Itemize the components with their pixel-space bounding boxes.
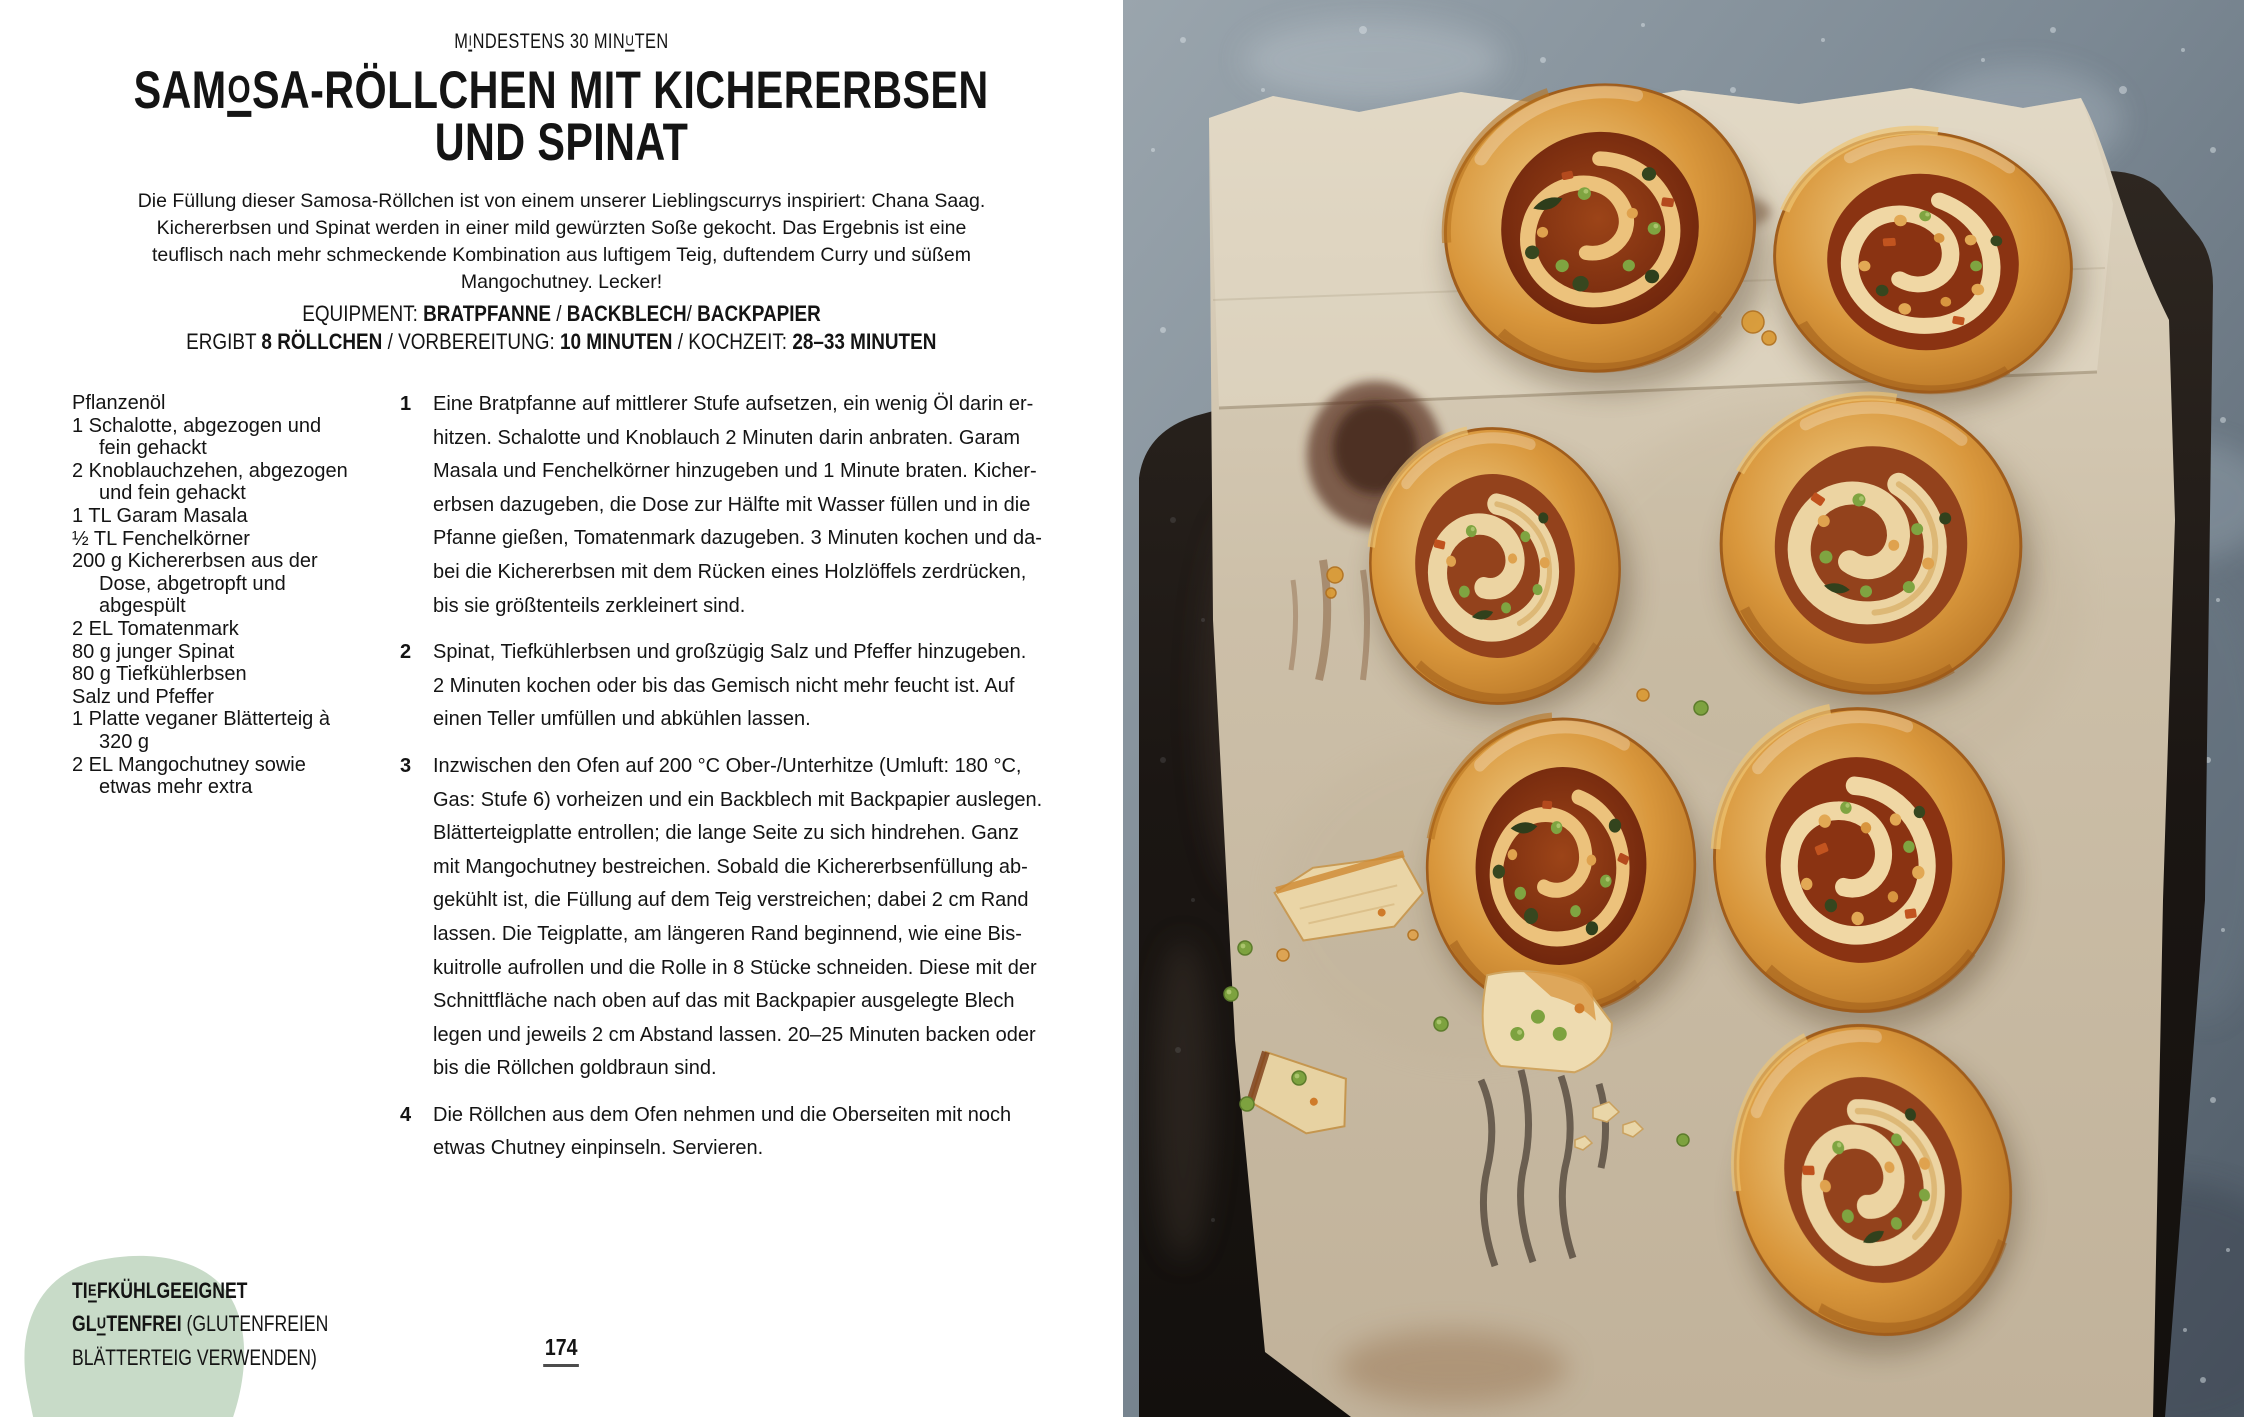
text-line: Pflanzenöl (72, 392, 166, 414)
text-line: 1 TL Garam Masala (72, 504, 248, 527)
text-segment: KOCHZEIT: (688, 329, 793, 354)
yield-prep-cook-line (0, 329, 1123, 355)
text-line: mit Mangochutney bestreichen. Sobald die Kichererbsenfüllung ab- (433, 855, 1028, 878)
text-line: 320 g (99, 730, 150, 753)
text-segment: U (97, 1316, 106, 1335)
step-2-text (433, 636, 1026, 737)
text-line: und fein gehackt (99, 482, 246, 505)
step-2 (400, 636, 1100, 737)
text-segment: TENFREI (106, 1311, 187, 1336)
text-line: 2 Knoblauchzehen, abgezogen (72, 459, 348, 482)
text-line: 200 g Kichererbsen aus der (72, 550, 318, 573)
text-segment: NDESTENS 30 MIN (472, 30, 626, 53)
text-line: Dose, abgetropft und (99, 572, 286, 595)
text-segment: / (382, 329, 399, 354)
text-segment: E (88, 1283, 96, 1302)
text-segment: / (686, 301, 698, 326)
text-line: bis sie größtenteils zerkleinert sind. (433, 594, 746, 617)
text-line: Mangochutney. Lecker! (460, 271, 663, 293)
step-2-number: 2 (400, 641, 412, 664)
text-segment: TI (72, 1278, 88, 1303)
method-steps (400, 388, 1100, 1179)
yield-prep-cook-line-text (186, 329, 936, 355)
text-segment: BRATPFANNE (423, 301, 551, 326)
text-segment: BACKPAPIER (697, 301, 821, 326)
recipe-time-kicker (0, 30, 1123, 54)
text-line: gekühlt ist, die Füllung auf dem Teig verstreichen; dabei 2 cm Rand (433, 889, 1029, 912)
text-line: teuflisch nach mehr schmeckende Kombination aus luftigem Teig, duftendem Curry und süßem (151, 244, 972, 266)
recipe-intro (0, 188, 1123, 296)
text-segment: SA-RÖLLCHEN MIT KICHERERBSEN (252, 61, 990, 120)
text-line: 2 EL Tomatenmark (72, 617, 239, 640)
step-3-text (433, 750, 1042, 1086)
text-line: etwas mehr extra (99, 776, 253, 799)
text-line: 80 g junger Spinat (72, 640, 235, 663)
step-4 (400, 1099, 1100, 1166)
page-title-line2: UND SPINAT (434, 113, 689, 172)
text-line: Schnittfläche nach oben auf das mit Backpapier ausgelegte Blech (433, 990, 1015, 1013)
text-line: Salz und Pfeffer (72, 685, 214, 708)
text-segment: O (228, 71, 252, 117)
text-line: Kichererbsen und Spinat werden in einer mild gewürzten Soße gekocht. Das Ergebnis ist eine (156, 217, 967, 239)
badge-freezable (72, 1280, 291, 1305)
text-segment: M (454, 30, 469, 53)
text-line: Die Füllung dieser Samosa-Röllchen ist von einem unserer Lieblingscurrys inspiriert: Chana Saag. (137, 190, 986, 212)
recipe-time-kicker-text (454, 30, 668, 54)
step-4-text (433, 1099, 1011, 1166)
text-line: kuitrolle aufrollen und die Rolle in 8 Stücke schneiden. Diese mit der (433, 956, 1037, 979)
text-line: legen und jeweils 2 cm Abstand lassen. 20–25 Minuten backen oder (433, 1023, 1036, 1046)
text-line: 2 Minuten kochen oder bis das Gemisch nicht mehr feucht ist. Auf (433, 674, 1015, 697)
text-segment: (GLUTENFREIEN (186, 1311, 329, 1336)
text-line: 2 EL Mangochutney sowie (72, 753, 306, 776)
text-line: einen Teller umfüllen und abkühlen lassen. (433, 708, 811, 731)
text-segment: U (625, 34, 634, 52)
text-segment: / (672, 329, 689, 354)
text-segment: ERGIBT (186, 329, 262, 354)
page-number-wrap (0, 1334, 1123, 1367)
text-line: hitzen. Schalotte und Knoblauch 2 Minuten darin anbraten. Garam (433, 426, 1021, 449)
text-segment: EQUIPMENT: (302, 301, 424, 326)
text-line: ½ TL Fenchelkörner (72, 527, 250, 550)
text-segment: 28–33 MINUTEN (792, 329, 937, 354)
equipment-line (0, 301, 1123, 327)
step-1 (400, 388, 1100, 623)
text-line: Pfanne gießen, Tomatenmark dazugeben. 3 Minuten kochen und da- (433, 527, 1042, 550)
text-segment: 8 RÖLLCHEN (261, 329, 383, 354)
text-segment: BACKBLECH (566, 301, 687, 326)
text-segment: FKÜHLGEEIGNET (96, 1278, 248, 1303)
text-line: Die Röllchen aus dem Ofen nehmen und die Oberseiten mit noch (433, 1103, 1012, 1126)
text-line: fein gehackt (99, 437, 207, 460)
text-line: bei die Kichererbsen mit dem Rücken eines Holzlöffels zerdrücken, (433, 560, 1027, 583)
text-segment: GL (72, 1311, 97, 1336)
step-4-number: 4 (400, 1103, 412, 1126)
text-segment: TEN (634, 30, 669, 53)
page-number: 174 (543, 1334, 579, 1367)
step-1-text (433, 388, 1042, 623)
step-1-number: 1 (400, 393, 412, 415)
text-line: etwas Chutney einpinseln. Servieren. (433, 1137, 764, 1160)
text-segment: BLÄTTERTEIG VERWENDEN) (72, 1345, 317, 1370)
step-3-number: 3 (400, 754, 412, 777)
text-line: 1 Schalotte, abgezogen und (72, 414, 322, 437)
ingredients-list (72, 392, 417, 799)
text-line: Masala und Fenchelkörner hinzugeben und 1 Minute braten. Kicher- (433, 460, 1037, 483)
text-segment: SAM (133, 61, 228, 120)
text-segment: VORBEREITUNG: (398, 329, 561, 354)
text-line: Gas: Stufe 6) vorheizen und ein Backblech mit Backpapier auslegen. (433, 788, 1043, 811)
recipe-photo (1123, 0, 2244, 1417)
text-line: Inzwischen den Ofen auf 200 °C Ober-/Unterhitze (Umluft: 180 °C, (433, 754, 1022, 777)
text-segment: I (469, 34, 473, 52)
text-line: 80 g Tiefkühlerbsen (72, 663, 247, 686)
text-line: 1 Platte veganer Blätterteig à (72, 708, 330, 731)
equipment-line-text (302, 301, 821, 327)
text-line: Eine Bratpfanne auf mittlerer Stufe aufsetzen, ein wenig Öl darin er- (433, 393, 1034, 415)
text-line: erbsen dazugeben, die Dose zur Hälfte mit Wasser füllen und in die (433, 493, 1031, 516)
text-line: Spinat, Tiefkühlerbsen und großzügig Salz und Pfeffer hinzugeben. (433, 641, 1027, 664)
text-line: lassen. Die Teigplatte, am längeren Rand beginnend, wie eine Bis- (433, 922, 1022, 945)
text-line: bis die Röllchen goldbraun sind. (433, 1057, 717, 1080)
step-3 (400, 750, 1100, 1086)
page-title-line2-wrap (0, 112, 1123, 173)
text-segment: 10 MINUTEN (560, 329, 673, 354)
text-line: Blätterteigplatte entrollen; die lange Seite zu sich hindrehen. Ganz (433, 822, 1019, 845)
text-line: abgespült (99, 595, 186, 618)
text-segment: / (550, 301, 567, 326)
